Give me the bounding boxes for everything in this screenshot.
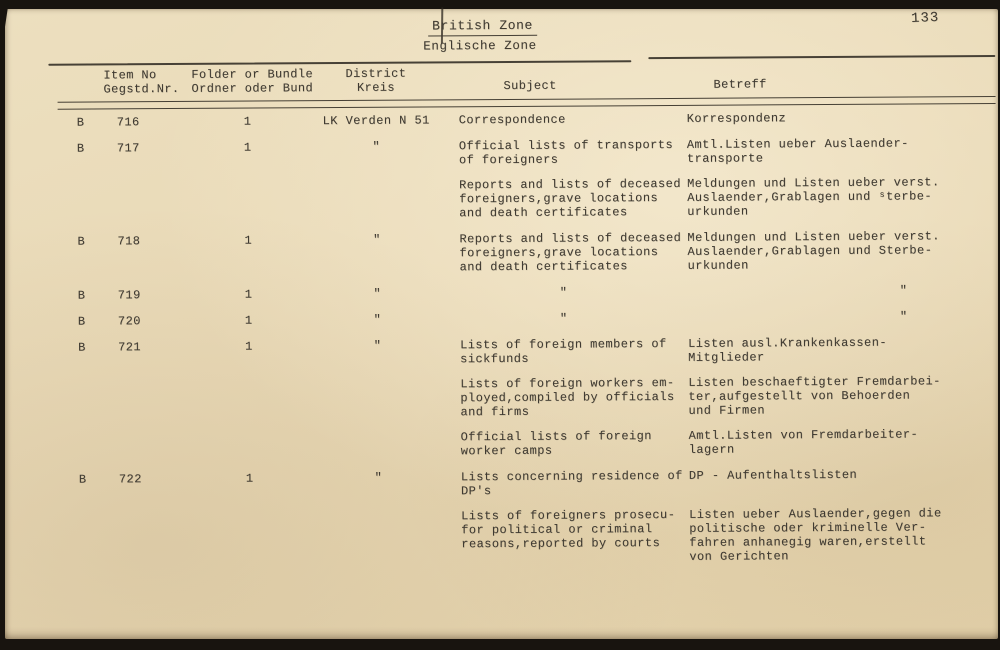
row-entry (459, 136, 989, 167)
entry-subject: Official lists of foreign worker camps (460, 429, 652, 459)
row-entry (460, 374, 990, 419)
row-entry (460, 335, 990, 366)
row-entry (460, 283, 990, 300)
row-district: " (373, 286, 382, 301)
top-rule-right-segment (648, 55, 995, 59)
column-header-subject: Subject (503, 78, 557, 94)
row-entry (460, 309, 990, 326)
entry-betreff: " (899, 283, 908, 298)
row-district: " (373, 312, 382, 327)
row-prefix: B (76, 115, 85, 130)
row-item-no: 716 (116, 115, 140, 130)
row-folder: 1 (243, 140, 252, 155)
row-prefix: B (78, 340, 86, 355)
row-prefix: B (77, 288, 86, 303)
row-entry (459, 110, 989, 127)
entry-subject: " (559, 311, 568, 326)
row-entries (459, 229, 989, 274)
row-folder: 1 (244, 233, 253, 248)
entry-betreff: Listen ausl.Krankenkassen- Mitglieder (688, 335, 888, 365)
row-entries (461, 467, 992, 565)
entry-subject: Lists of foreigners prosecu- for political or criminal reasons,reported by courts (461, 507, 676, 552)
entry-subject: Lists concerning residence of DP's (460, 468, 683, 499)
entry-betreff: Amtl.Listen ueber Auslaender- transporte (686, 136, 909, 166)
scan-corner-shadow (0, 0, 9, 60)
row-prefix: B (76, 141, 85, 156)
entry-betreff: Meldungen und Listen ueber verst. Auslaender,Grablagen und Sterbe- urkunden (687, 229, 940, 273)
top-rule-left-segment (48, 60, 631, 66)
row-item-no: 721 (118, 340, 142, 355)
row-item-no: 717 (116, 141, 140, 156)
row-district: " (372, 139, 381, 154)
row-entry (461, 506, 991, 565)
paper-sheet (5, 9, 998, 639)
column-header-item-no: Item No Gegstd.Nr. (103, 68, 180, 97)
row-item-no: 720 (117, 314, 141, 329)
row-entries (460, 335, 991, 458)
entry-subject: Reports and lists of deceased foreigners,grave locations and death certificates (459, 230, 682, 275)
entry-subject: Lists of foreign members of sickfunds (460, 337, 667, 367)
row-prefix: B (77, 234, 86, 249)
table-row (59, 110, 989, 130)
entry-subject: Lists of foreign workers em- ployed,compiled by officials and firms (460, 375, 675, 420)
row-district: " (373, 338, 382, 353)
row-district: LK Verden N 51 (322, 113, 430, 129)
entry-betreff: DP - Aufenthaltslisten (688, 467, 858, 483)
page-number: 133 (910, 9, 940, 27)
entry-subject: " (559, 285, 568, 300)
table-row (61, 467, 992, 568)
row-entry (459, 229, 989, 274)
entry-subject: Official lists of transports of foreigners (458, 137, 674, 168)
row-entry (461, 467, 991, 498)
table-row (59, 136, 989, 223)
column-header-betreff: Betreff (713, 77, 767, 92)
row-entries (460, 283, 990, 300)
row-district: " (373, 232, 381, 247)
row-folder: 1 (244, 287, 253, 302)
entry-betreff: " (899, 309, 908, 324)
row-item-no: 722 (118, 472, 142, 487)
row-entry (461, 427, 991, 458)
row-folder: 1 (243, 114, 252, 129)
page-title: British Zone (428, 18, 537, 37)
entry-subject: Correspondence (458, 112, 566, 128)
table-row (60, 309, 990, 329)
row-prefix: B (77, 314, 86, 329)
row-folder: 1 (244, 313, 253, 328)
row-entries (459, 136, 989, 220)
row-folder: 1 (245, 471, 254, 486)
table-row (60, 283, 990, 303)
row-district: " (374, 470, 383, 485)
column-header-folder: Folder or Bundle Ordner oder Bund (191, 67, 314, 96)
column-header-district: District Kreis (345, 66, 407, 95)
page-content (3, 6, 1000, 642)
page-subtitle: Englische Zone (423, 38, 537, 54)
entry-betreff: Listen ueber Auslaender,gegen die politische oder kriminelle Ver- fahren anhanegig waren,erstellt von Gerichten (689, 506, 942, 564)
row-item-no: 719 (117, 288, 141, 303)
table-row (59, 229, 989, 277)
entry-betreff: Amtl.Listen von Fremdarbeiter- lagern (688, 427, 919, 457)
table-body (59, 110, 992, 568)
entry-betreff: Korrespondenz (686, 111, 787, 126)
row-entries (460, 309, 990, 326)
entry-betreff: Listen beschaeftigter Fremdarbei- ter,aufgestellt von Behoerden und Firmen (688, 374, 941, 418)
header-double-rule (58, 96, 996, 110)
row-prefix: B (78, 472, 87, 487)
row-entries (459, 110, 989, 127)
entry-betreff: Meldungen und Listen ueber verst. Auslaender,Grablagen und ˢterbe- urkunden (687, 175, 940, 219)
row-entry (459, 175, 989, 220)
row-folder: 1 (245, 339, 253, 354)
row-item-no: 718 (117, 234, 141, 249)
entry-subject: Reports and lists of deceased foreigners,grave locations and death certificates (459, 176, 682, 221)
table-row (60, 335, 991, 461)
